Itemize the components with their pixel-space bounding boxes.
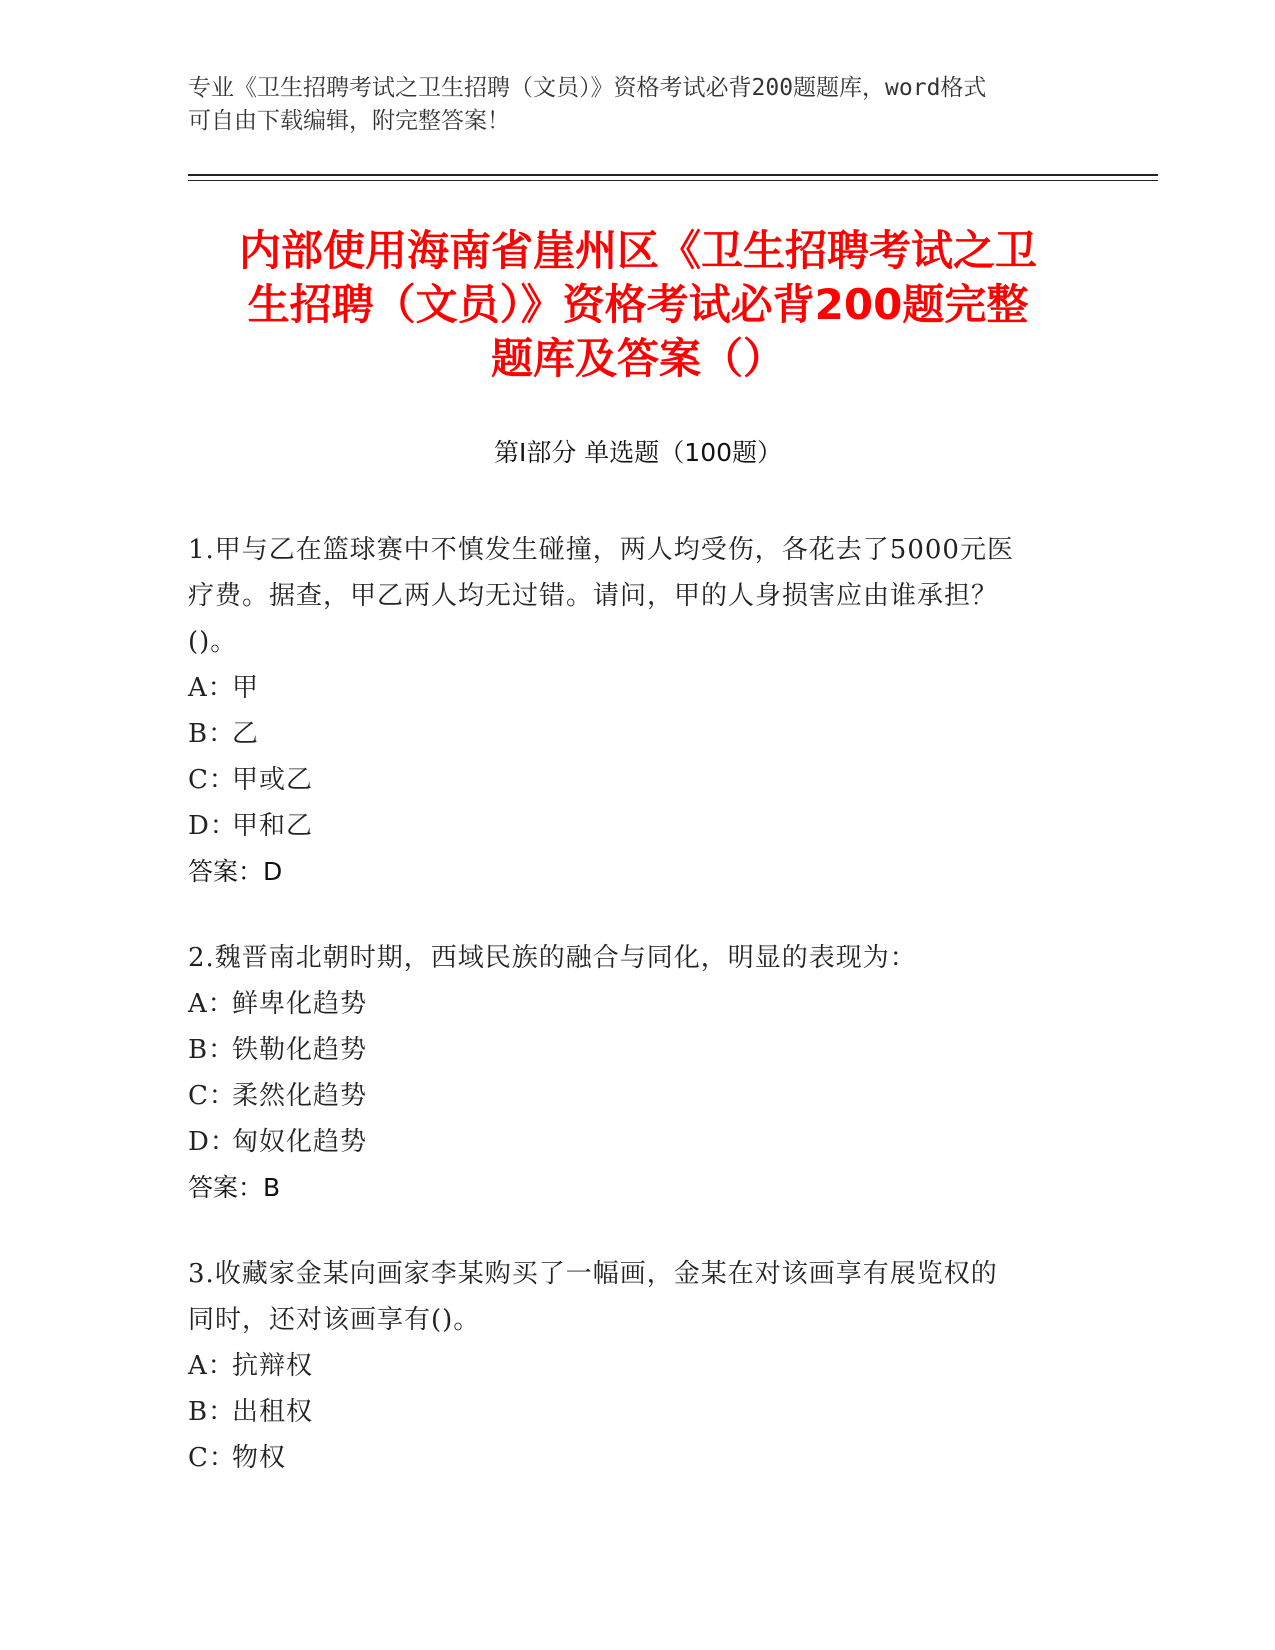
answer-key: 答案：B bbox=[188, 1173, 281, 1202]
option-text: 铁勒化趋势 bbox=[232, 1035, 368, 1065]
question-1 bbox=[188, 527, 1068, 895]
option-letter: B： bbox=[188, 1035, 236, 1065]
document-title bbox=[188, 224, 1088, 386]
option-letter: D： bbox=[188, 1127, 237, 1157]
option-c bbox=[188, 757, 1068, 803]
question-stem-line: 3.收藏家金某向画家李某购买了一幅画，金某在对该画享有展览权的 bbox=[188, 1259, 998, 1289]
title-line: 内部使用海南省崖州区《卫生招聘考试之卫 bbox=[238, 226, 1037, 275]
option-letter: C： bbox=[188, 1443, 236, 1473]
option-text: 甲或乙 bbox=[232, 765, 314, 795]
option-letter: A： bbox=[188, 989, 235, 1019]
header-divider bbox=[188, 174, 1158, 176]
title-line: 题库及答案（） bbox=[490, 334, 785, 383]
question-list bbox=[188, 527, 1068, 1521]
option-c bbox=[188, 1435, 1068, 1481]
title-line: 生招聘（文员）》资格考试必背200题完整 bbox=[247, 280, 1029, 329]
option-a bbox=[188, 1343, 1068, 1389]
option-letter: A： bbox=[188, 1351, 235, 1381]
option-letter: C： bbox=[188, 1081, 236, 1111]
section-heading: 第Ⅰ部分 单选题（100题） bbox=[493, 438, 783, 467]
option-a bbox=[188, 981, 1068, 1027]
option-text: 匈奴化趋势 bbox=[232, 1127, 368, 1157]
option-letter: B： bbox=[188, 1397, 236, 1427]
option-c bbox=[188, 1073, 1068, 1119]
question-stem bbox=[188, 1251, 1068, 1343]
header-divider-thin bbox=[188, 180, 1158, 181]
question-3 bbox=[188, 1251, 1068, 1481]
option-text: 抗辩权 bbox=[232, 1351, 314, 1381]
option-letter: D： bbox=[188, 811, 237, 841]
option-text: 出租权 bbox=[232, 1397, 314, 1427]
question-stem-line: 同时，还对该画享有()。 bbox=[188, 1305, 481, 1335]
question-stem-line: 疗费。据查，甲乙两人均无过错。请问，甲的人身损害应由谁承担？ bbox=[188, 581, 999, 611]
option-d bbox=[188, 1119, 1068, 1165]
question-stem bbox=[188, 935, 1068, 981]
option-text: 甲和乙 bbox=[232, 811, 314, 841]
header-note bbox=[188, 72, 1068, 138]
option-text: 甲 bbox=[232, 673, 260, 703]
option-text: 柔然化趋势 bbox=[232, 1081, 368, 1111]
option-text: 鲜卑化趋势 bbox=[232, 989, 368, 1019]
option-b bbox=[188, 1027, 1068, 1073]
question-stem bbox=[188, 527, 1068, 665]
question-stem-line: 2.魏晋南北朝时期，西域民族的融合与同化，明显的表现为： bbox=[188, 943, 917, 973]
option-letter: A： bbox=[188, 673, 235, 703]
header-note-line: 专业《卫生招聘考试之卫生招聘（文员）》资格考试必背200题题库，word格式 bbox=[188, 75, 987, 101]
answer-key: 答案：D bbox=[188, 857, 283, 886]
question-2 bbox=[188, 935, 1068, 1211]
option-b bbox=[188, 711, 1068, 757]
option-b bbox=[188, 1389, 1068, 1435]
option-a bbox=[188, 665, 1068, 711]
option-letter: B： bbox=[188, 719, 236, 749]
header-note-line: 可自由下载编辑，附完整答案！ bbox=[188, 108, 510, 134]
question-stem-line: ()。 bbox=[188, 627, 238, 657]
option-text: 物权 bbox=[232, 1443, 287, 1473]
option-d bbox=[188, 803, 1068, 849]
option-letter: C： bbox=[188, 765, 236, 795]
question-stem-line: 1.甲与乙在篮球赛中不慎发生碰撞，两人均受伤，各花去了5000元医 bbox=[188, 535, 1014, 565]
option-text: 乙 bbox=[232, 719, 260, 749]
